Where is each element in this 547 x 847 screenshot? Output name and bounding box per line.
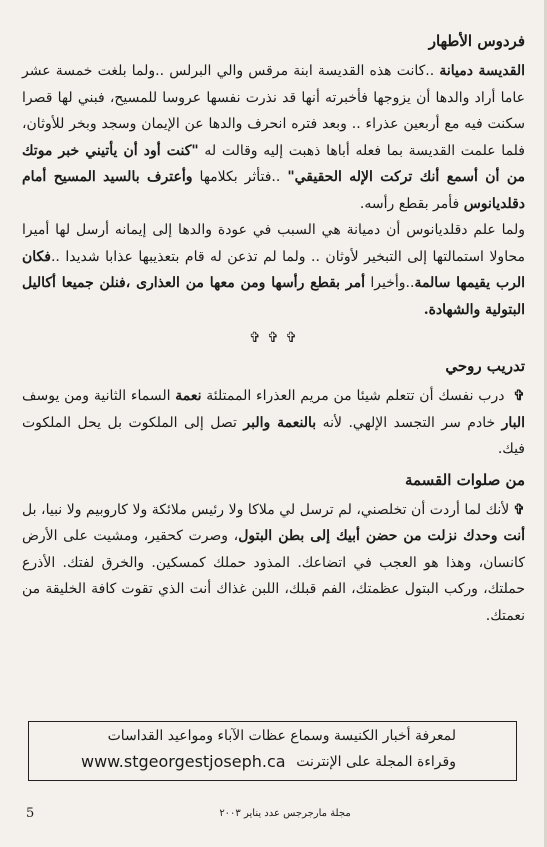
- bold-righteous: البار: [501, 414, 525, 431]
- text-span: تصل إلى الملكوت بل يحل الملكوت فيك.: [22, 414, 525, 457]
- text-span: لأنك لما أردت أن تخلصني، لم ترسل لي ملاكا ولا رئيس ملائكة ولا كاروبيم ولا نبيا، بل: [22, 501, 510, 518]
- bold-lord-raised: فكان الرب يقيمها سالمة: [22, 248, 525, 291]
- website-info-box: [28, 721, 517, 781]
- text-span: ولما علم دقلديانوس أن دميانة هي السبب في عودة والدها إلى إيمانه أرسل لها أميرا محاولا استمالتها إلى التبخير لأوثان .. ولما لم تذعن له قام بتعذيبها عذابا شديدا ..: [22, 222, 525, 265]
- cross-icon: ✞: [513, 388, 525, 404]
- text-span: ..كانت هذه القديسة ابنة مرقس والي البرلس ..ولما بلغت خمسة عشر عاما أراد والدها أن يزوجها فأخبرته أنها قد نذرت نفسها عروسا للمسيح، فبني لها قصرا سكنت فيه مع أربعين عذراء .. وبعد فتره انحرف والدها عن الإيمان وسجد وبخر للأوثان، فلما علمت القديسة بما فعله أباها ذهبت إليه وقالت له: [22, 63, 525, 159]
- bold-beheading: أمر بقطع رأسها ومن معها من العذارى ،فنلن جميعا أكاليل البتولية والشهادة.: [22, 275, 525, 318]
- text-span: ..وأخيرا: [365, 275, 415, 291]
- text-span: ، وصرت كحقير، ومشيت على الأرض كانسان، وهذا هو العجب في اتضاعك. المذود حملك كمسكين. والخرق لفتك. الأذرع حملتك، وركب البتول عظمتك، الفم قبلك، اللبن غذاك أنت الذي تقوت كافة الخليقة من نعمتك.: [22, 528, 525, 624]
- text-span: ..فتأثر بكلامها: [192, 169, 288, 185]
- bold-saint-name: القديسة دميانة: [439, 63, 525, 79]
- main-column: [22, 30, 525, 629]
- cross-icon: ✞: [248, 330, 262, 346]
- text-span: درب نفسك أن تتعلم شيئا من مريم العذراء الممتلئة: [201, 388, 510, 404]
- section-title-spiritual-exercise: تدريب روحي: [445, 357, 525, 375]
- cross-divider: [22, 327, 525, 349]
- bold-confession: وأعترف بالسيد المسيح أمام دقلديانوس: [22, 169, 525, 212]
- bold-incarnation: أنت وحدك نزلت من حضن أبيك إلى بطن البتول: [238, 528, 525, 544]
- paragraph-martyrdom: [22, 217, 525, 323]
- cross-icon: ✞: [285, 330, 299, 346]
- paragraph-st-damiana: [22, 58, 525, 217]
- bold-quote: "كنت أود أن يأتيني خبر موتك من أن أسمع أنك تركت الإله الحقيقي": [22, 142, 525, 185]
- section-title-fraction-prayers: من صلوات القسمة: [404, 470, 525, 489]
- paragraph-spiritual-exercise: [22, 383, 525, 463]
- text-span: السماء الثانية ومن يوسف: [22, 388, 176, 404]
- bold-grace: نعمة: [175, 388, 202, 404]
- cross-icon: ✞: [267, 330, 280, 346]
- box-line-news: لمعرفة أخبار الكنيسة وسماع عظات الآباء ومواعيد القداسات: [107, 728, 456, 744]
- box-line-online: وقراءة المجلة على الإنترنت: [296, 754, 456, 770]
- cross-icon: ✞: [513, 501, 525, 518]
- website-link[interactable]: www.stgeorgestjoseph.ca: [81, 752, 286, 771]
- section-title-paradise: فردوس الأطهار: [428, 32, 525, 50]
- page-number: 5: [26, 806, 35, 821]
- text-span: خادم سر التجسد الإلهي. لأنه: [316, 414, 502, 431]
- footer-magazine-title: مجلة مارجرجس عدد يناير ٢٠٠٣: [219, 808, 351, 819]
- bold-grace-righteousness: بالنعمة والبر: [243, 414, 317, 431]
- paragraph-fraction-prayer: [22, 497, 525, 630]
- text-span: فأمر بقطع رأسه.: [359, 195, 464, 212]
